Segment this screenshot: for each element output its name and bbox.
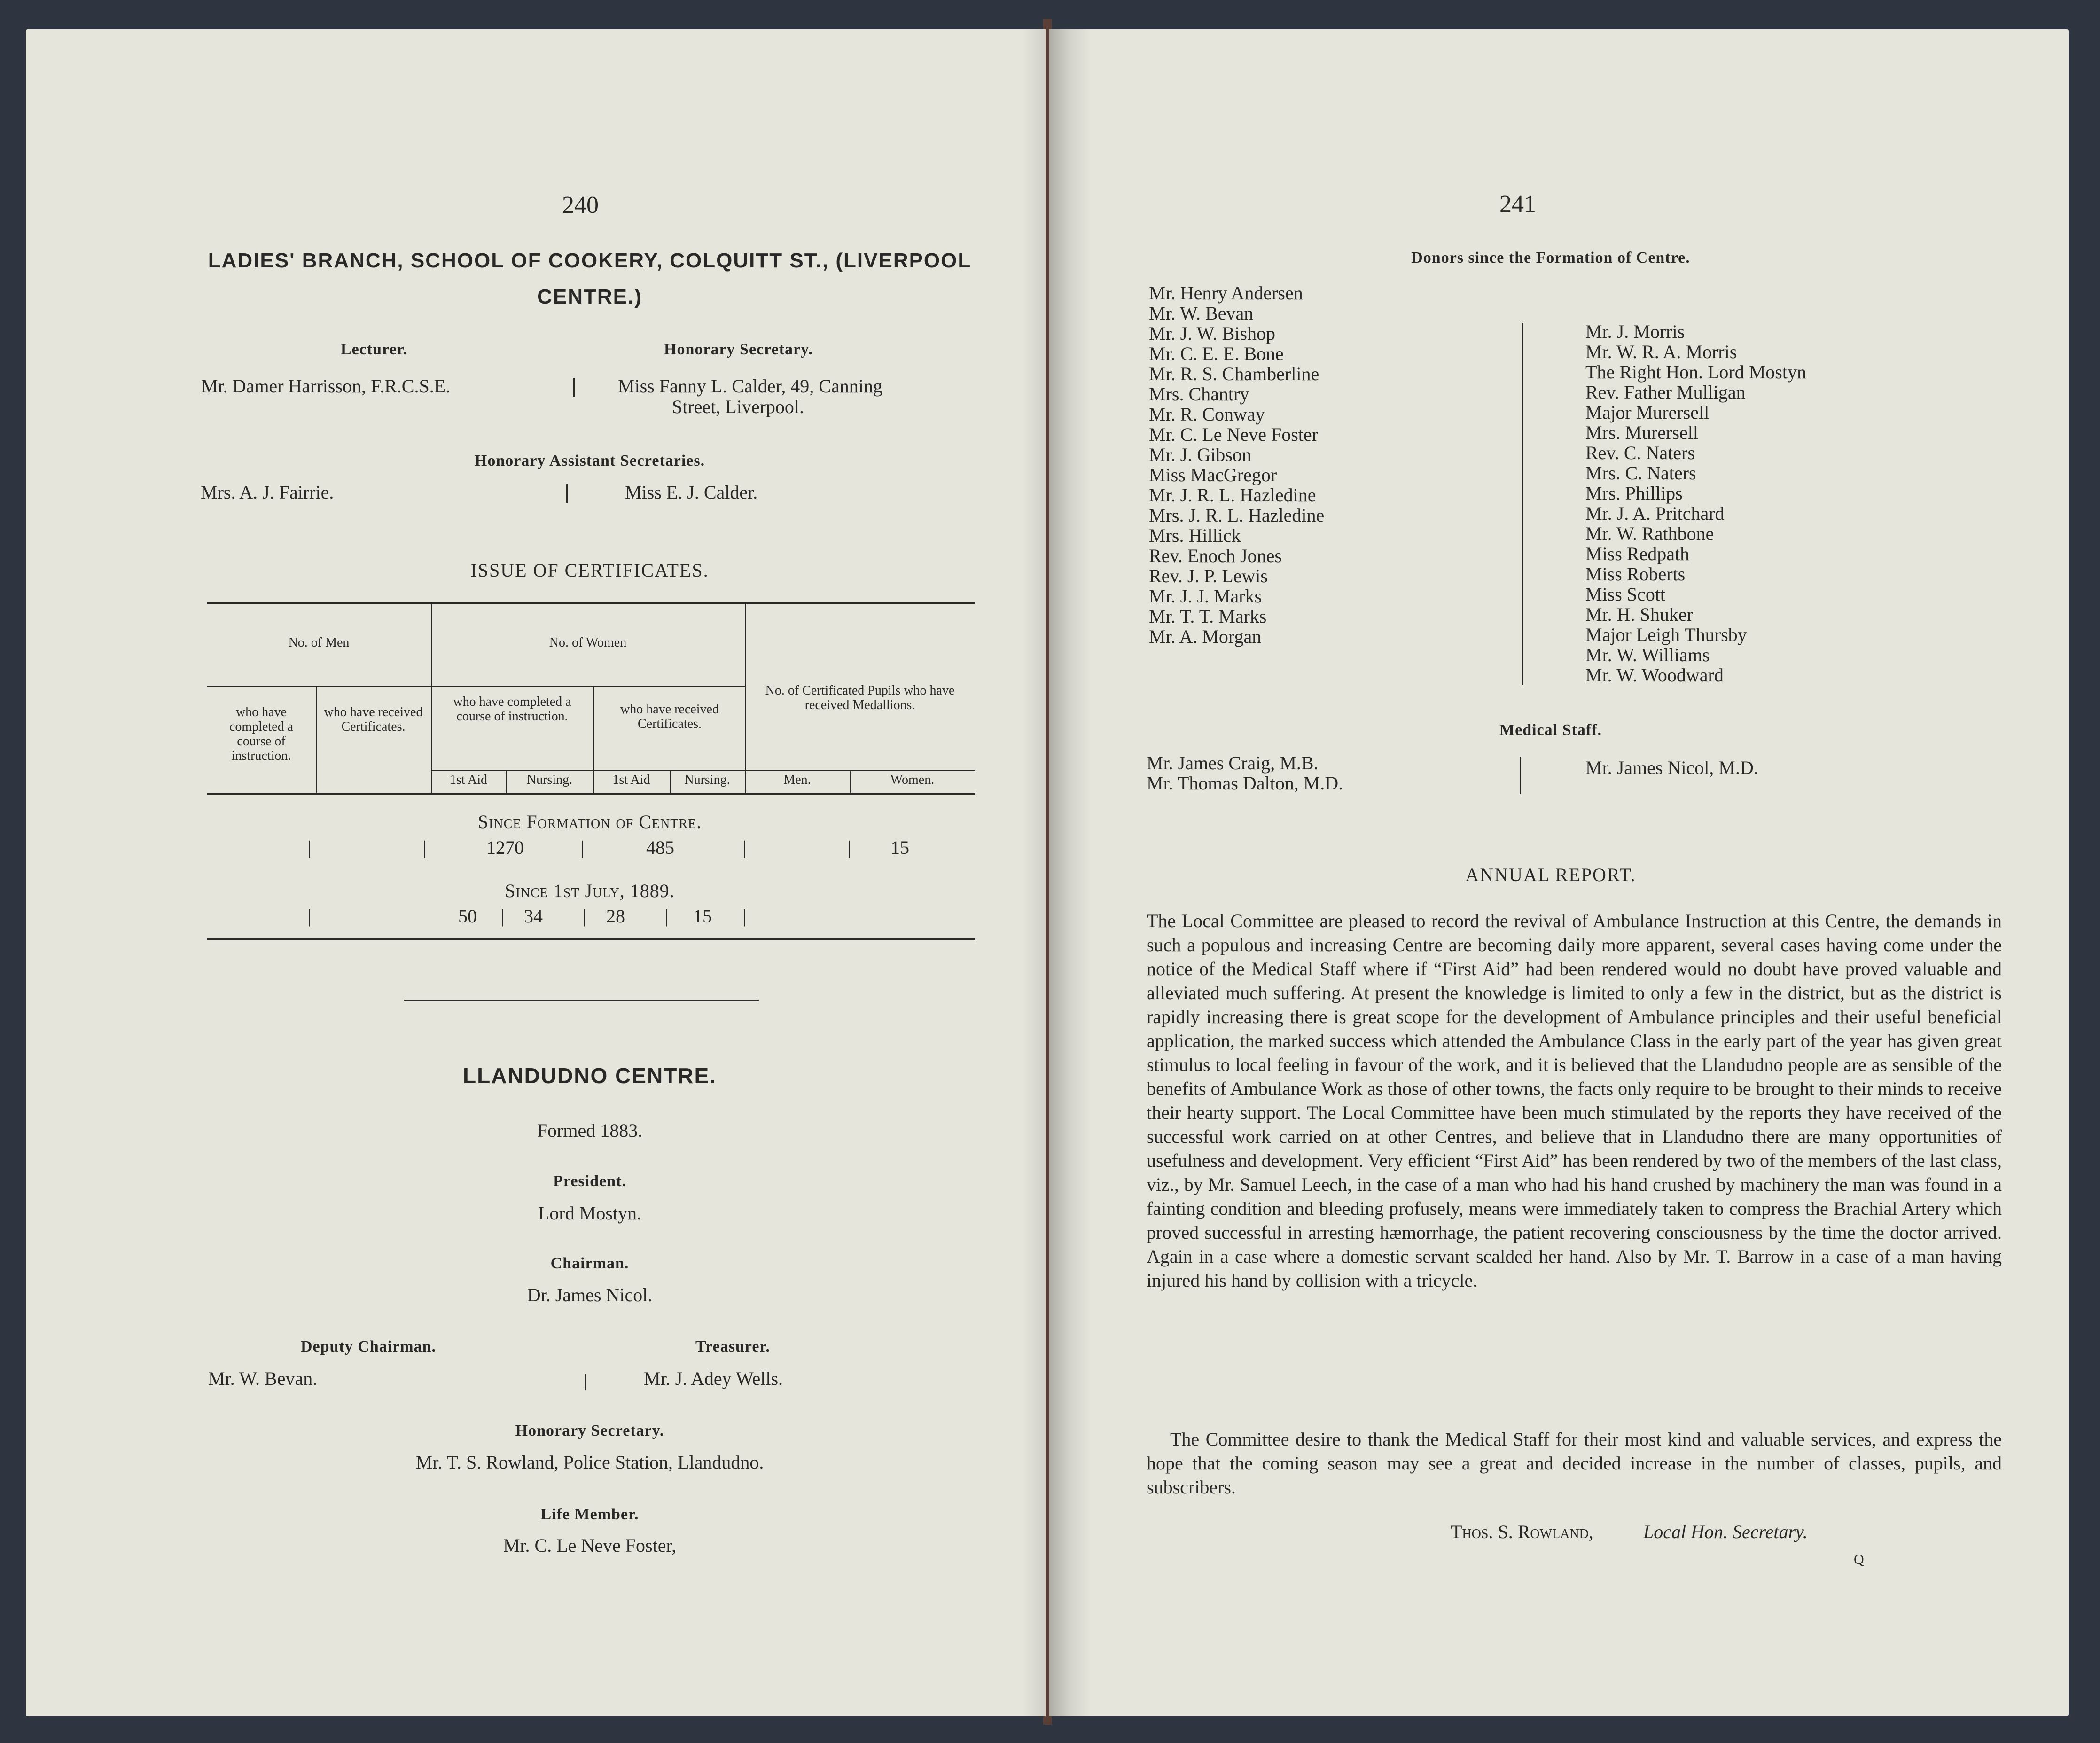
annual-report-title: ANNUAL REPORT. — [1465, 864, 1636, 885]
formation-value: 485 — [646, 837, 674, 858]
left-page — [26, 29, 1046, 1716]
donor-name: Rev. Enoch Jones — [1149, 545, 1282, 566]
th-women-completed: who have completed a course of instruction. — [453, 695, 571, 724]
donor-name: Mrs. Phillips — [1585, 483, 1683, 504]
deputy-name: Mr. W. Bevan. — [208, 1368, 318, 1389]
column-separator — [566, 484, 568, 503]
hon-sec-address: Street, Liverpool. — [672, 396, 804, 417]
page-signature-mark: Q — [1854, 1552, 1864, 1567]
hon-sec-name: Miss Fanny L. Calder, 49, Canning — [618, 375, 882, 397]
formation-value: 15 — [890, 837, 909, 858]
life-member-name: Mr. C. Le Neve Foster, — [503, 1535, 677, 1556]
donor-name: Miss Redpath — [1585, 543, 1690, 564]
th-men: No. of Men — [288, 635, 350, 650]
llandudno-title: LLANDUDNO CENTRE. — [463, 1063, 717, 1088]
donor-name: The Right Hon. Lord Mostyn — [1585, 361, 1806, 383]
th-women-received: who have received Certificates. — [620, 702, 719, 731]
table-bottom-rule — [207, 938, 975, 940]
july-value: 34 — [524, 906, 543, 927]
sep-mark: | — [308, 906, 312, 927]
medical-staff-heading: Medical Staff. — [1499, 721, 1602, 739]
july-value: 50 — [458, 906, 477, 927]
donor-name: Mr. J. A. Pritchard — [1585, 503, 1725, 524]
left-gutter-shadow — [1022, 29, 1046, 1716]
column-separator — [573, 378, 575, 397]
donor-name: Mr. J. J. Marks — [1149, 586, 1262, 607]
right-page — [1049, 29, 2069, 1716]
th-nursing: Nursing. — [526, 773, 573, 787]
certificates-title: ISSUE OF CERTIFICATES. — [470, 560, 709, 581]
lecturer-name: Mr. Damer Harrisson, F.R.C.S.E. — [201, 375, 451, 397]
th-nursing: Nursing. — [684, 773, 730, 787]
donor-name: Miss Roberts — [1585, 563, 1686, 585]
th-medal-men: Men. — [783, 773, 811, 787]
lecturer-heading: Lecturer. — [341, 341, 408, 358]
donor-name: Mr. W. Bevan — [1149, 303, 1254, 324]
donor-name: Mr. R. Conway — [1149, 404, 1265, 425]
donor-name: Miss Scott — [1585, 584, 1666, 605]
donor-name: Mrs. C. Naters — [1585, 462, 1696, 484]
donor-name: Mr. R. S. Chamberline — [1149, 363, 1319, 384]
since-formation-label: Since Formation of Centre. — [477, 811, 702, 832]
donors-list-right — [1585, 321, 1806, 685]
sep-mark: | — [742, 837, 747, 858]
formation-value: 1270 — [486, 837, 524, 858]
donor-name: Mr. Henry Andersen — [1149, 282, 1303, 304]
section-title-cont: CENTRE.) — [537, 285, 642, 308]
donor-name: Mr. A. Morgan — [1149, 626, 1262, 647]
signature-title: Local Hon. Secretary. — [1643, 1521, 1808, 1542]
july-value: 28 — [606, 906, 625, 927]
donor-name: Mrs. Chantry — [1149, 383, 1249, 405]
donor-name: Mrs. J. R. L. Hazledine — [1149, 505, 1325, 526]
signature-name: Thos. S. Rowland, — [1451, 1521, 1593, 1542]
asst-sec-left: Mrs. A. J. Fairrie. — [201, 482, 334, 503]
sep-mark: | — [847, 837, 851, 858]
certificates-table — [207, 602, 975, 847]
medical-staff-name: Mr. James Craig, M.B. — [1147, 752, 1319, 774]
section-title: LADIES' BRANCH, SCHOOL OF COOKERY, COLQUITT ST., (LIVERPOOL — [208, 249, 972, 272]
donor-name: Mr. C. E. E. Bone — [1149, 343, 1284, 364]
sep-mark: | — [423, 837, 427, 858]
donor-name: Mr. H. Shuker — [1585, 604, 1693, 625]
medical-column-separator — [1520, 757, 1521, 794]
donor-name: Mrs. Murersell — [1585, 422, 1698, 443]
asst-sec-heading: Honorary Assistant Secretaries. — [474, 452, 705, 469]
sep-mark: | — [308, 837, 312, 858]
medical-staff-name: Mr. James Nicol, M.D. — [1585, 757, 1758, 778]
sep-mark: | — [583, 906, 587, 927]
deputy-heading: Deputy Chairman. — [301, 1338, 437, 1355]
donors-column-separator — [1522, 323, 1523, 685]
donor-name: Mr. T. T. Marks — [1149, 606, 1267, 627]
annual-report-closing: The Committee desire to thank the Medical Staff for their most kind and valuable services, and express the hope that the coming season may see a great and decided increase in the number of classes, pupils, and subscribers. — [1147, 1429, 2002, 1498]
donors-heading: Donors since the Formation of Centre. — [1411, 249, 1690, 266]
president-name: Lord Mostyn. — [538, 1203, 641, 1224]
th-men-received: who have received Certificates. — [324, 705, 423, 734]
chairman-name: Dr. James Nicol. — [527, 1284, 653, 1305]
th-first-aid: 1st Aid — [612, 773, 650, 787]
donor-name: Mr. W. Woodward — [1585, 664, 1724, 686]
right-gutter-shadow — [1049, 29, 1091, 1716]
sep-mark: | — [742, 906, 747, 927]
donor-name: Major Leigh Thursby — [1585, 624, 1747, 645]
donor-name: Mr. J. W. Bishop — [1149, 323, 1275, 344]
page-number: 240 — [562, 192, 599, 219]
annual-report-body: The Local Committee are pleased to record the revival of Ambulance Instruction at this Centre, the demands in such a populous and increasing Centre are becoming daily more apparent, several cases having come under the notice of the Medical Staff where if “First Aid” had been rendered would no doubt have proved valuable and alleviated much suffering. At present the knowledge is limited to only a few in the district, but as the district is rapidly increasing there is great scope for the development of Ambulance principles and their useful beneficial application, the marked success which attended the Ambulance Class in the early part of the year has given great stimulus to local feeling in favour of the work, and it is believed that the Llandudno people are as sensible of the benefits of Ambulance Work as those of other towns, the facts only require to be brought to their minds to receive their hearty support. The Local Committee have been much stimulated by the reports they have received of the successful work carried on at other Centres, and believe that in Llandudno there are many opportunities of usefulness and development. Very efficient “First Aid” has been rendered by two of the members of the last class, viz., by Mr. Samuel Leech, in the case of a man who had his hand crushed by machinery the man was found in a fainting condition and bleeding profusely, means were immediately taken to compress the Brachial Artery which proved successful in arresting hæmorrhage, the patient recovering consciousness by the time the doctor arrived. Again in a case where a domestic servant scalded her hand. Also by Mr. T. Barrow in a case of a man having injured his hand by collision with a tricycle. — [1147, 910, 2002, 1291]
donor-name: Mr. J. R. L. Hazledine — [1149, 485, 1316, 506]
treasurer-heading: Treasurer. — [695, 1338, 770, 1355]
th-medal-women: Women. — [890, 773, 935, 787]
column-separator — [585, 1374, 586, 1390]
donor-name: Major Murersell — [1585, 402, 1710, 423]
hon-sec-heading: Honorary Secretary. — [664, 341, 813, 358]
donor-name: Mrs. Hillick — [1149, 525, 1241, 546]
donor-name: Mr. W. Rathbone — [1585, 523, 1714, 544]
th-first-aid: 1st Aid — [449, 773, 488, 787]
llan-sec-heading: Honorary Secretary. — [515, 1422, 664, 1439]
donor-name: Rev. C. Naters — [1585, 442, 1695, 463]
section-divider — [404, 1000, 759, 1001]
donor-name: Mr. C. Le Neve Foster — [1149, 424, 1318, 445]
th-women: No. of Women — [549, 635, 627, 650]
treasurer-name: Mr. J. Adey Wells. — [644, 1368, 783, 1389]
asst-sec-right: Miss E. J. Calder. — [625, 482, 758, 503]
sep-mark: | — [665, 906, 669, 927]
llan-sec-name: Mr. T. S. Rowland, Police Station, Llandudno. — [415, 1452, 764, 1473]
th-men-completed: who have completed a course of instruction. — [229, 705, 294, 763]
formed-year: Formed 1883. — [537, 1120, 643, 1141]
donor-name: Mr. W. R. A. Morris — [1585, 341, 1737, 362]
donor-name: Miss MacGregor — [1149, 464, 1277, 485]
chairman-heading: Chairman. — [550, 1255, 629, 1272]
since-july-label: Since 1st July, 1889. — [505, 880, 675, 901]
th-medallions: No. of Certificated Pupils who have received Medallions. — [765, 683, 955, 712]
july-value: 15 — [693, 906, 712, 927]
donors-list-left — [1149, 283, 1324, 647]
medical-staff-name: Mr. Thomas Dalton, M.D. — [1147, 773, 1343, 794]
sep-mark: | — [580, 837, 585, 858]
page-number: 241 — [1499, 191, 1536, 218]
donor-name: Mr. J. Morris — [1585, 321, 1685, 342]
donor-name: Mr. J. Gibson — [1149, 444, 1251, 465]
life-member-heading: Life Member. — [540, 1506, 639, 1523]
donor-name: Rev. J. P. Lewis — [1149, 565, 1268, 586]
donor-name: Rev. Father Mulligan — [1585, 382, 1746, 403]
president-heading: President. — [553, 1172, 626, 1190]
donor-name: Mr. W. Williams — [1585, 644, 1710, 665]
sep-mark: | — [500, 906, 505, 927]
